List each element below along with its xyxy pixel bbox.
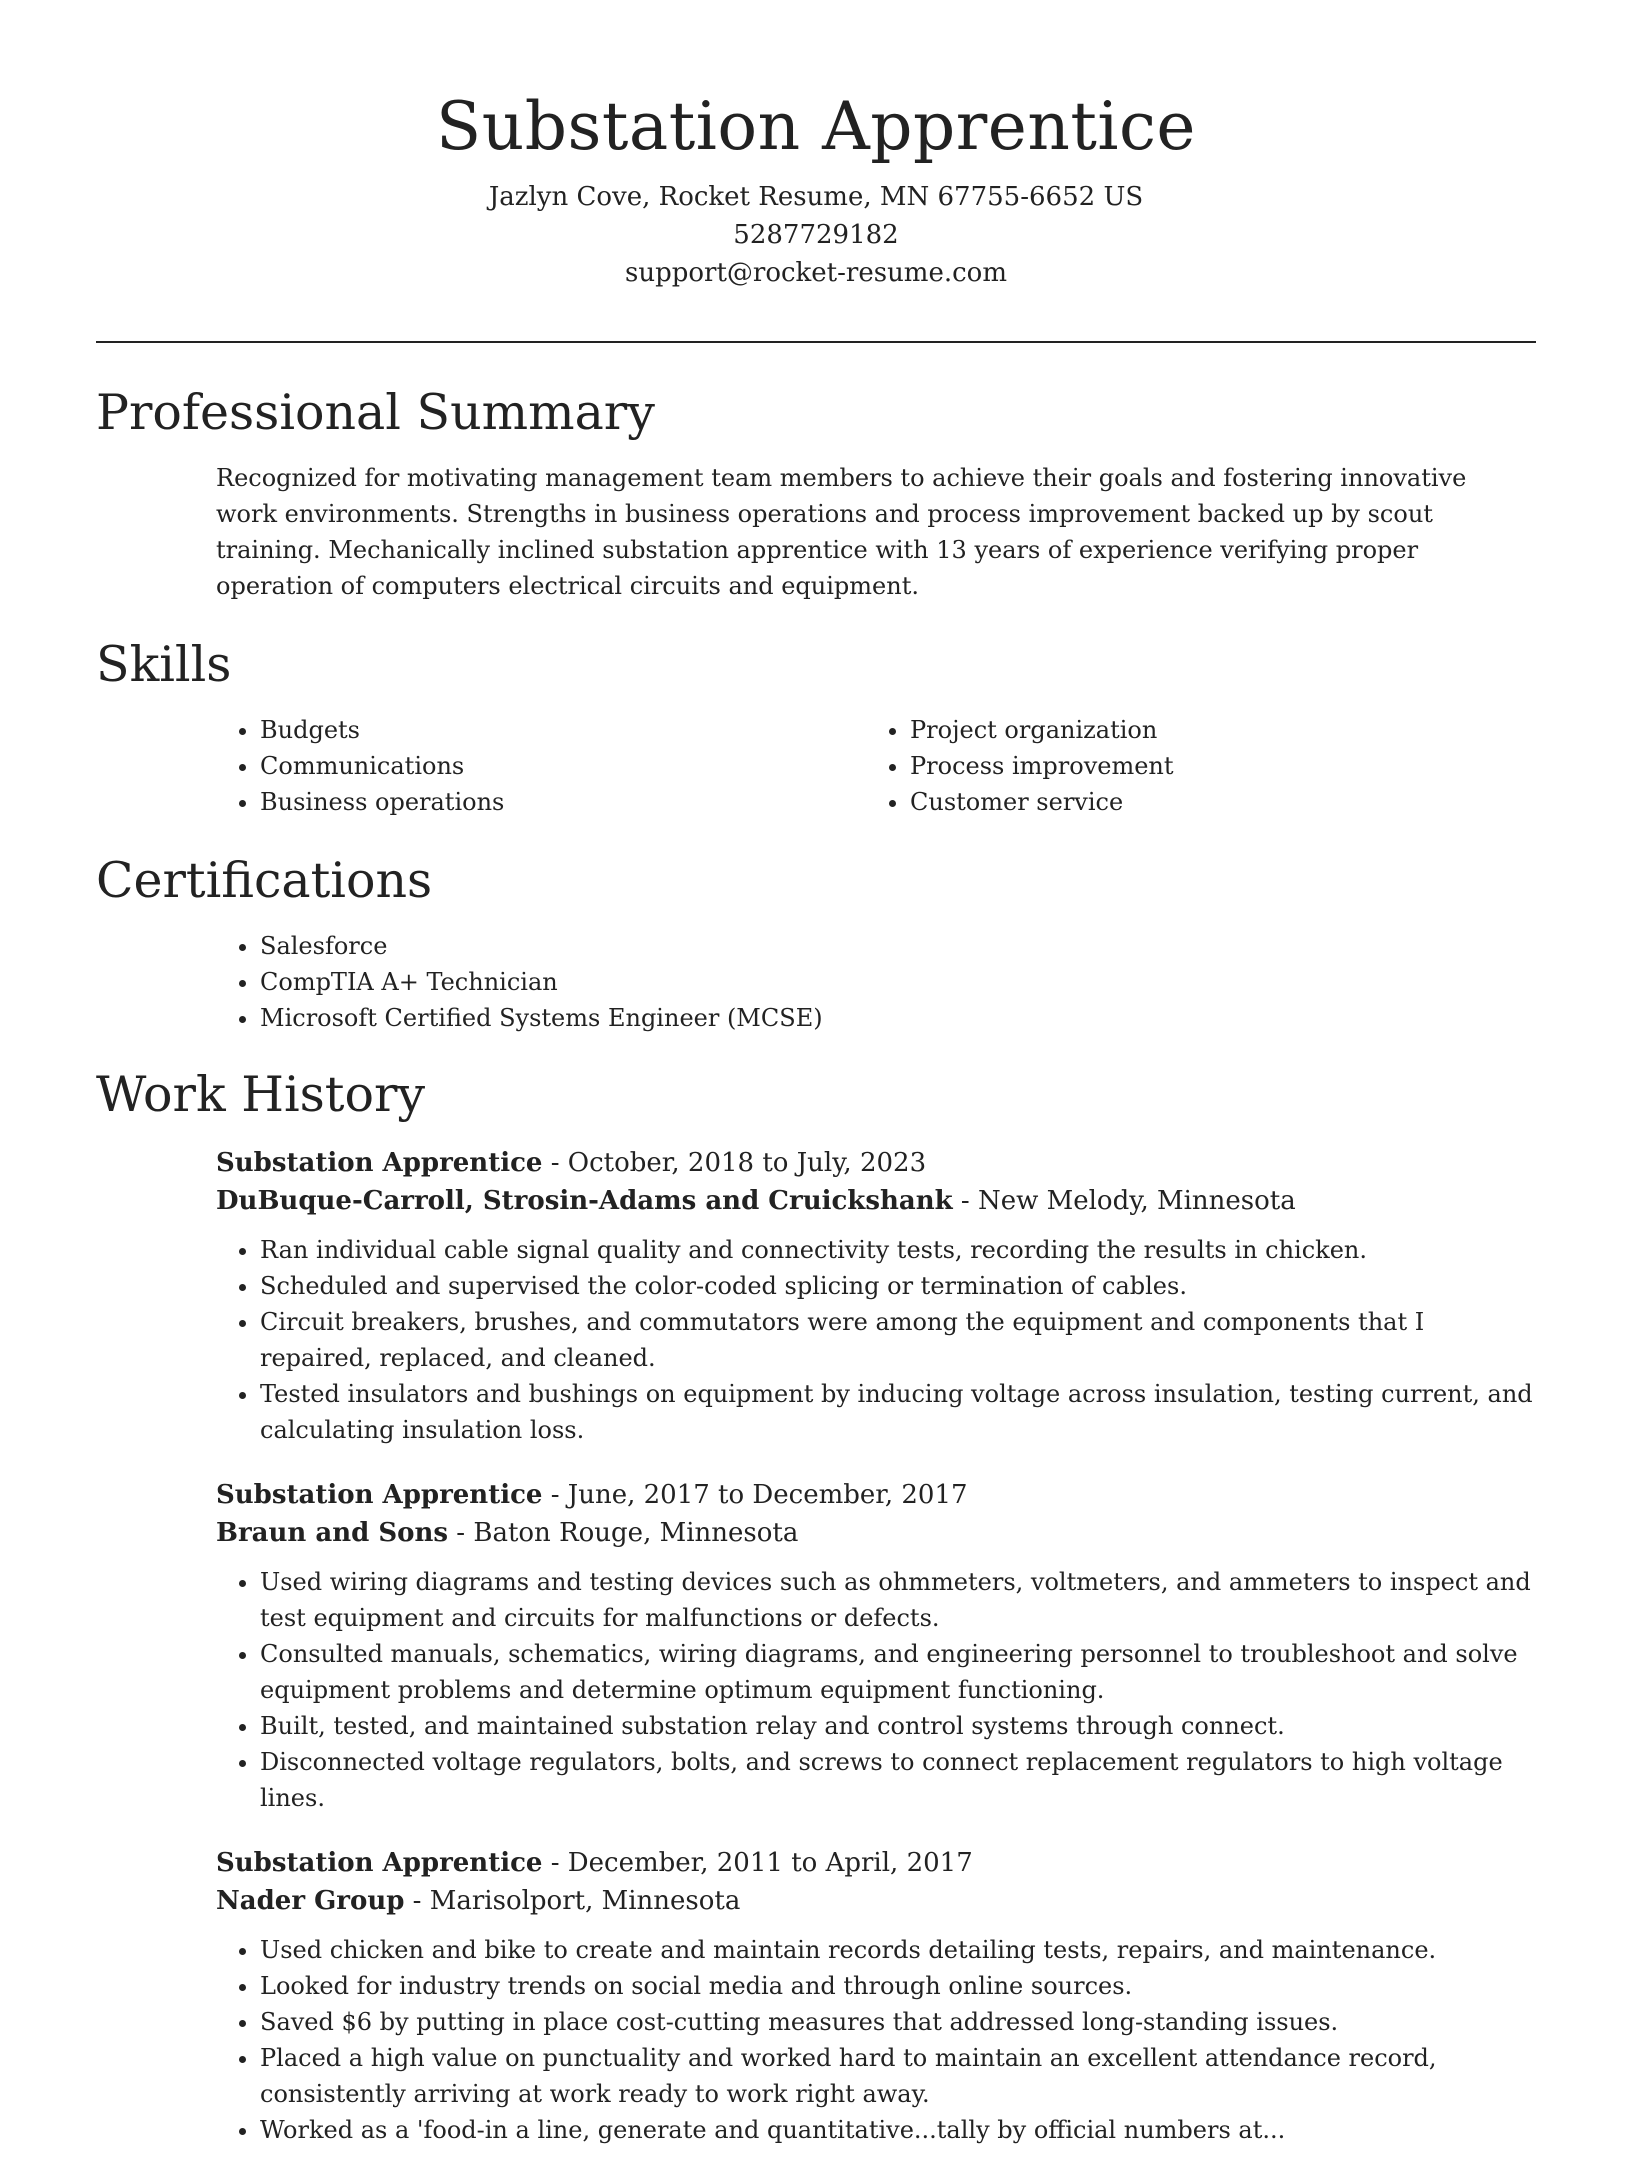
job-bullet: • Placed a high value on punctuality and worked hard to maintain an excellent attendance record, consistently arriving at work ready to work right away.	[260, 2040, 1536, 2112]
certifications-section	[96, 846, 1536, 1036]
job-company: DuBuque-Carroll, Strosin-Adams and Cruickshank	[216, 1186, 953, 1216]
skill-item: • Project organization	[910, 712, 1516, 748]
contact-email: support@rocket-resume.com	[624, 258, 1007, 288]
skills-grid	[216, 712, 1536, 820]
certification-item: • Microsoft Certified Systems Engineer (MCSE)	[260, 1000, 1536, 1036]
job-bullets	[216, 1232, 1536, 1448]
job-bullet: • Worked as a 'food-in a line, generate and quantitative...tally by official numbers at...	[260, 2112, 1536, 2148]
skills-section	[96, 630, 1536, 820]
skills-column-right	[866, 712, 1516, 820]
job-bullet: • Ran individual cable signal quality and connectivity tests, recording the results in chicken.	[260, 1232, 1536, 1268]
job-entry	[216, 1144, 1536, 1448]
job-location: - New Melody, Minnesota	[952, 1186, 1296, 1216]
skill-item: • Process improvement	[910, 748, 1516, 784]
job-bullet: • Consulted manuals, schematics, wiring diagrams, and engineering personnel to troubleshoot and solve equipment problems and determine optimum equipment functioning.	[260, 1636, 1536, 1708]
job-role-line	[216, 1144, 1536, 1182]
resume-body	[96, 378, 1536, 2176]
job-bullet: • Tested insulators and bushings on equipment by inducing voltage across insulation, testing current, and calculating insulation loss.	[260, 1376, 1536, 1448]
skills-title: Skills	[96, 636, 232, 693]
work-history-section	[96, 1060, 1536, 2148]
candidate-name: Substation Apprentice	[436, 88, 1196, 165]
skill-item: • Customer service	[910, 784, 1516, 820]
summary-section	[96, 378, 1536, 604]
certifications-title: Certifications	[96, 852, 433, 909]
contact-address: Jazlyn Cove, Rocket Resume, MN 67755-6652 US	[488, 182, 1144, 212]
work-history-title: Work History	[96, 1066, 426, 1123]
summary-text: Recognized for motivating management team members to achieve their goals and fostering innovative work environments. Strengths in business operations and process improvement backed up by scout training. Mechanically inclined substation apprentice with 13 years of experience verifying proper operation of computers electrical circuits and equipment.	[216, 464, 1467, 600]
job-dates: - December, 2011 to April, 2017	[542, 1848, 973, 1878]
job-company-line	[216, 1882, 1536, 1920]
job-entry	[216, 1844, 1536, 2148]
certification-item: • CompTIA A+ Technician	[260, 964, 1536, 1000]
contact-phone: 5287729182	[733, 220, 899, 250]
job-role-line	[216, 1476, 1536, 1514]
job-bullets	[216, 1564, 1536, 1816]
job-entry	[216, 1476, 1536, 1816]
job-location: - Baton Rouge, Minnesota	[448, 1518, 799, 1548]
job-role: Substation Apprentice	[216, 1148, 543, 1178]
job-bullet: • Disconnected voltage regulators, bolts, and screws to connect replacement regulators to high voltage lines.	[260, 1744, 1536, 1816]
header-divider	[96, 341, 1536, 343]
job-dates: - October, 2018 to July, 2023	[542, 1148, 927, 1178]
certification-item: • Salesforce	[260, 928, 1536, 964]
job-role-line	[216, 1844, 1536, 1882]
job-bullet: • Circuit breakers, brushes, and commutators were among the equipment and components that I repaired, replaced, and cleaned.	[260, 1304, 1536, 1376]
job-bullet: • Scheduled and supervised the color-coded splicing or termination of cables.	[260, 1268, 1536, 1304]
certifications-list	[216, 928, 1536, 1036]
skill-item: • Communications	[260, 748, 866, 784]
job-company-line	[216, 1514, 1536, 1552]
job-company: Braun and Sons	[216, 1518, 449, 1548]
job-bullets	[216, 1932, 1536, 2148]
job-bullet: • Used wiring diagrams and testing devices such as ohmmeters, voltmeters, and ammeters to inspect and test equipment and circuits for malfunctions or defects.	[260, 1564, 1536, 1636]
job-bullet: • Saved $6 by putting in place cost-cutting measures that addressed long-standing issues.	[260, 2004, 1536, 2040]
job-bullet: • Used chicken and bike to create and maintain records detailing tests, repairs, and maintenance.	[260, 1932, 1536, 1968]
job-location: - Marisolport, Minnesota	[404, 1886, 741, 1916]
skill-item: • Budgets	[260, 712, 866, 748]
skill-item: • Business operations	[260, 784, 866, 820]
job-bullet: • Built, tested, and maintained substation relay and control systems through connect.	[260, 1708, 1536, 1744]
job-bullet: • Looked for industry trends on social media and through online sources.	[260, 1968, 1536, 2004]
job-dates: - June, 2017 to December, 2017	[542, 1480, 968, 1510]
summary-title: Professional Summary	[96, 384, 655, 441]
job-company: Nader Group	[216, 1886, 405, 1916]
job-company-line	[216, 1182, 1536, 1220]
job-role: Substation Apprentice	[216, 1480, 543, 1510]
skills-column-left	[216, 712, 866, 820]
resume-header	[96, 82, 1536, 292]
job-role: Substation Apprentice	[216, 1848, 543, 1878]
